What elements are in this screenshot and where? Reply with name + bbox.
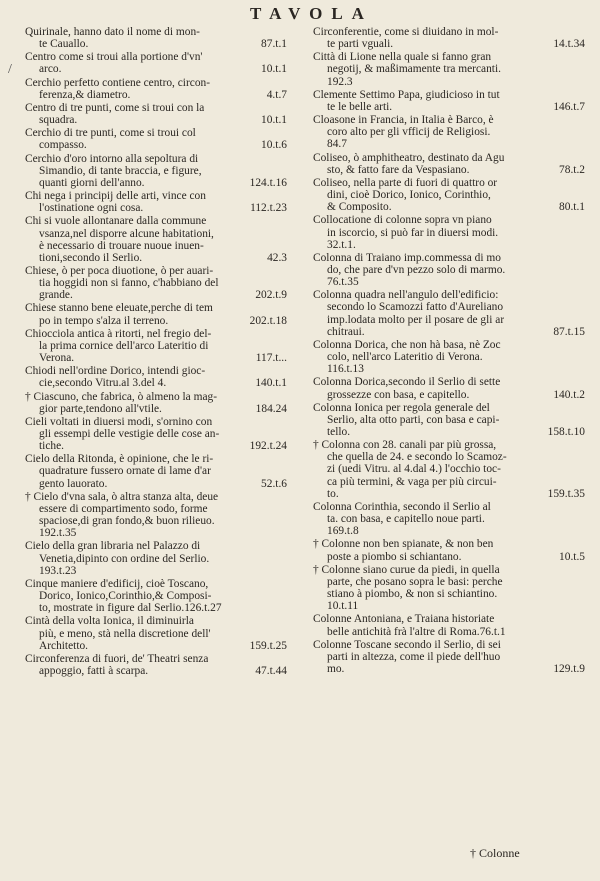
index-entry-line [313,63,585,75]
page-reference: 4.t.7 [266,88,287,101]
entry-text: Colonna di Traiano imp.commessa di mo [313,251,501,264]
index-entry-line [25,190,287,202]
entry-text: do, che pare d'vn pezzo solo di marmo. [327,263,506,276]
index-entry-line [313,227,585,239]
entry-text: te parti vguali. [327,38,394,51]
entry-text: te Cauallo. [39,38,89,51]
index-entry [25,491,287,540]
index-entry [25,391,287,415]
index-entry-line [313,101,585,113]
entry-text: Architetto. [39,639,89,652]
page-reference: 140.t.2 [553,388,585,401]
entry-text: Chi nega i principij delle arti, vince con [25,190,206,203]
index-entry [25,328,287,364]
index-entry-line [25,540,287,552]
entry-text: te le belle arti. [327,100,393,113]
entry-text: Simandio, di tante braccia, e figure, [39,164,202,177]
entry-text: parti in altezza, come il piede dell'huo [327,650,501,663]
index-entry-line [313,639,585,651]
index-entry-line [313,252,585,264]
index-entry-line [313,51,585,63]
index-entry-line [313,76,585,88]
index-entry-line [313,189,585,201]
index-entry-line [25,26,287,38]
entry-text: imp.lodata molto per il posare de gli ar [327,313,505,326]
entry-text: & Composito. [327,201,392,214]
index-entry-line [313,588,585,600]
index-entry-line [25,165,287,177]
entry-text: Cerchio di tre punti, come si troui col [25,127,196,140]
entry-text: Cielo della gran libraria nel Palazzo di [25,540,201,553]
entry-text: Coliseo, nella parte di fuori di quattro or [313,176,498,189]
index-entry [313,402,585,438]
index-entry-line [25,491,287,503]
entry-text: secondo lo Scamozzi fatto d'Aureliano [327,301,504,314]
entry-text: Cieli voltati in diuersi modi, s'ornino con [25,415,213,428]
index-entry-line [313,600,585,612]
index-entry-line [25,302,287,314]
entry-text: la prima cornice dell'arco Lateritio di [39,339,209,352]
index-entry-line [313,626,585,638]
entry-text: Dorico, Ionico,Corinthio,& Composi- [39,590,212,603]
index-entry [313,538,585,562]
entry-text: appoggio, fatti à scarpa. [39,664,149,677]
entry-text: Chiese stanno bene eleuate,perche di tem [25,302,213,315]
index-entry-line [25,240,287,252]
entry-text: coro alto per gli vfficij de Religiosi. [327,126,491,139]
index-entry-line [25,428,287,440]
entry-text: to. [327,487,339,500]
entry-text: Cerchio d'oro intorno alla sepoltura di [25,152,199,165]
entry-text: negotij, & maßimamente tra mercanti. [327,63,501,76]
entry-text: cie,secondo Vitru.al 3.del 4. [39,377,167,390]
entry-text: Colonna quadra nell'angulo dell'edificio: [313,289,499,302]
entry-text: arco. [39,63,62,76]
page-reference: 159.t.25 [249,639,287,652]
entry-text: tiche. [39,440,64,453]
index-entry-line [313,89,585,101]
entry-text: Chiodi nell'ordine Dorico, intendi gioc- [25,365,206,378]
page-reference: 47.t.44 [255,664,287,677]
index-entry [313,439,585,500]
index-entry-line [25,615,287,627]
index-entry-line [313,551,585,563]
index-entry [313,501,585,537]
index-entry-line [25,453,287,465]
index-entry [313,252,585,288]
index-entry-line [25,515,287,527]
entry-text: Quirinale, hanno dato il nome di mon- [25,26,200,38]
index-entry-line [25,228,287,240]
index-entry-line [25,565,287,577]
index-entry-line [25,365,287,377]
entry-text: quanti giorni dell'anno. [39,176,145,189]
index-entry [25,127,287,151]
entry-text: Colonna Ionica per regola generale del [313,401,490,414]
entry-text: 84.7 [327,138,347,151]
entry-text: Colonna Dorica, che non hà basa, nè Zoc [313,338,501,351]
index-entry-line [25,440,287,452]
entry-text: Chiese, ò per poca diuotione, ò per auari- [25,264,214,277]
index-entry [25,102,287,126]
entry-text: l'ostinatione ogni cosa. [39,202,144,215]
index-entry-line [25,202,287,214]
entry-text: † Ciascuno, che fabrica, ò almeno la mag- [25,390,217,403]
entry-text: gento lauorato. [39,477,108,490]
index-entry-line [25,277,287,289]
page-reference: 158.t.10 [547,426,585,438]
index-entry-line [25,215,287,227]
index-entry-line [313,177,585,189]
entry-text: tioni,secondo il Serlio. [39,251,143,264]
entry-text: grande. [39,289,73,302]
entry-text: compasso. [39,139,87,152]
page-reference: 146.t.7 [553,100,585,113]
page-reference: 192.t.24 [249,440,287,453]
entry-text: chitraui. [327,325,365,338]
page-reference: 14.t.34 [553,38,585,51]
page-reference: 124.t.16 [249,176,287,189]
index-entry-line [313,326,585,338]
entry-text: Verona. [39,352,75,365]
entry-text: Circonferentie, come si diuidano in mol- [313,26,499,38]
page-reference: 10.t.5 [559,550,585,563]
index-entry-line [25,590,287,602]
entry-text: belle antichità frà l'altre di Roma.76.t.1 [327,625,506,638]
entry-text: Colonne Toscane secondo il Serlio, di sei [313,638,501,651]
entry-text: sto, & fatto fare da Vespasiano. [327,163,470,176]
index-entry-line [313,152,585,164]
entry-text: † Colonne siano curue da piedi, in quella [313,563,500,576]
index-entry-line [313,339,585,351]
index-entry [313,339,585,375]
index-entry-line [313,389,585,401]
page-reference: 80.t.1 [559,201,585,214]
entry-text: ta. con basa, e capitello noue parti. [327,513,485,526]
index-entry-line [313,439,585,451]
index-entry [25,453,287,489]
index-entry [25,365,287,389]
entry-text: Venetia,dipinto con ordine del Serlio. [39,552,210,565]
entry-text: Centro come si troui alla portione d'vn' [25,51,203,64]
index-entry-line [25,77,287,89]
running-head: TAVOLA [250,4,373,23]
index-entry-line [313,314,585,326]
index-entry-line [313,501,585,513]
index-entry-line [313,414,585,426]
index-entry [25,153,287,189]
entry-text: tia hoggidi non si fanno, c'habbiano del [39,277,219,290]
page-reference: 202.t.18 [249,314,287,327]
entry-text: po in tempo s'alza il terreno. [39,314,169,327]
page-reference: 140.t.1 [255,377,287,390]
page-reference: 117.t... [255,352,287,365]
index-entry-line [313,525,585,537]
entry-text: stiano à piombo, & non si schiantino. [327,588,498,601]
entry-text: squadra. [39,114,78,127]
index-entry [25,190,287,214]
index-entry-line [313,613,585,625]
index-entry-line [313,26,585,38]
page-reference: 112.t.23 [250,202,287,215]
index-entry-line [25,252,287,264]
page-reference: 87.t.15 [553,325,585,338]
entry-text: 32.t.1. [327,238,356,251]
index-entry-line [313,289,585,301]
entry-text: Cintà della volta Ionica, il diminuirla [25,615,194,628]
entry-text: ferenza,& diametro. [39,88,131,101]
index-entry-line [25,416,287,428]
entry-text: 192.t.35 [39,527,77,540]
index-entry-line [25,527,287,539]
index-entry-line [25,127,287,139]
entry-text: quadrature fussero ornate di lame d'ar [39,465,211,478]
index-entry-line [313,576,585,588]
index-entry-line [313,663,585,675]
index-entry-line [25,340,287,352]
index-column-right [313,26,585,676]
index-entry-line [25,265,287,277]
index-entry-line [313,38,585,50]
entry-text: Cinque maniere d'edificij, cioè Toscano, [25,577,209,590]
index-entry [313,376,585,400]
entry-text: Cerchio perfetto contiene centro, circon- [25,76,211,89]
page-reference: 202.t.9 [255,289,287,302]
entry-text: Centro di tre punti, come si troui con la [25,101,205,114]
index-entry-line [313,264,585,276]
margin-mark: / [8,62,12,77]
page-reference: 159.t.35 [547,487,585,500]
entry-text: è necessario di trouare nuoue inuen- [39,239,204,252]
entry-text: ca più termini, & vaga per più circui- [327,475,497,488]
index-entry-line [25,114,287,126]
index-entry-line [313,451,585,463]
entry-text: Colonne Antoniana, e Traiana historiate [313,613,495,626]
entry-text: 10.t.11 [327,600,359,613]
index-entry-line [25,63,287,75]
index-entry-line [313,114,585,126]
index-entry-line [313,276,585,288]
entry-text: 76.t.35 [327,276,359,289]
index-entry-line [313,126,585,138]
index-entry-line [313,513,585,525]
index-entry [25,265,287,301]
index-entry-line [25,352,287,364]
index-entry [25,615,287,651]
entry-text: to, mostrate in figure dal Serlio.126.t.27 [39,602,222,615]
index-entry-line [313,301,585,313]
entry-text: poste a piombo si schiantano. [327,550,462,563]
page-reference: 10.t.1 [261,114,287,127]
index-entry-line [25,478,287,490]
index-entry-line [25,665,287,677]
entry-text: mo. [327,662,345,675]
entry-text: 192.3 [327,75,353,88]
entry-text: † Cielo d'vna sala, ò altra stanza alta, deue [25,490,219,503]
index-entry [25,215,287,264]
index-entry-line [25,602,287,614]
entry-text: che quella de 24. e secondo lo Scamoz- [327,451,507,464]
entry-text: Collocatione di colonne sopra vn piano [313,214,492,227]
entry-text: grossezze con basa, e capitello. [327,388,470,401]
page-reference: 78.t.2 [559,163,585,176]
index-entry [25,51,287,75]
index-entry [25,578,287,614]
index-entry-line [313,214,585,226]
index-entry-line [25,177,287,189]
index-entry [313,613,585,637]
index-entry-line [25,139,287,151]
index-entry [313,51,585,87]
index-entry [313,564,585,613]
index-entry-line [25,89,287,101]
page-reference: 42.3 [267,251,287,264]
page-reference: 10.t.1 [261,63,287,76]
index-entry-line [313,402,585,414]
index-entry [25,416,287,452]
index-entry [313,289,585,338]
entry-text: più, e meno, stà nella discretione dell' [39,627,211,640]
page-reference: 129.t.9 [553,662,585,675]
index-entry-line [25,289,287,301]
entry-text: Chi si vuole allontanare dalla commune [25,215,207,228]
index-entry [313,152,585,176]
index-entry-line [313,426,585,438]
index-entry-line [313,488,585,500]
entry-text: Serlio, alta otto parti, con basa e capi- [327,413,500,426]
entry-text: 116.t.13 [327,363,364,376]
entry-text: Coliseo, ò amphitheatro, destinato da Agu [313,151,505,164]
entry-text: dini, cioè Dorico, Ionico, Corinthio, [327,189,491,202]
entry-text: colo, nell'arco Lateritio di Verona. [327,351,483,364]
index-column-left [25,26,287,678]
index-entry-line [313,138,585,150]
index-entry [25,302,287,326]
entry-text: 169.t.8 [327,525,359,538]
index-entry [313,639,585,675]
index-entry-line [25,640,287,652]
index-entry-line [25,315,287,327]
entry-text: Colonna Dorica,secondo il Serlio di sette [313,376,501,389]
entry-text: † Colonna con 28. canali par più grossa, [313,439,497,452]
entry-text: gli essempi delle vestigie delle cose an- [39,428,220,440]
entry-text: Colonna Corinthia, secondo il Serlio al [313,500,491,513]
entry-text: † Colonne non ben spianate, & non ben [313,538,494,551]
entry-text: Cloasone in Francia, in Italia è Barco, è [313,114,494,127]
index-entry-line [313,538,585,550]
index-entry-line [313,651,585,663]
index-entry-line [25,653,287,665]
index-entry-line [313,351,585,363]
index-entry-line [25,503,287,515]
index-entry [25,540,287,576]
page-reference: 184.24 [255,402,287,415]
index-entry-line [25,153,287,165]
entry-text: spaciose,di gran fondo,& buon rilieuo. [39,515,215,528]
entry-text: gior parte,tendono all'vtile. [39,402,162,415]
entry-text: vsanza,nel disporre alcune habitationi, [39,227,214,240]
entry-text: 193.t.23 [39,564,77,577]
index-entry-line [25,403,287,415]
index-entry-line [313,376,585,388]
entry-text: in iscorcio, si può far in diuersi modi. [327,226,499,239]
index-entry [313,26,585,50]
entry-text: zi (uedi Vitru. al 4.dal 4.) l'occhio toc- [327,463,501,476]
entry-text: Circonferenza di fuori, de' Theatri senza [25,652,209,665]
index-entry [313,89,585,113]
index-entry [313,114,585,150]
entry-text: essere di compartimento sodo, forme [39,502,208,515]
index-entry-line [25,328,287,340]
index-entry-line [313,201,585,213]
index-entry-line [313,476,585,488]
index-entry-line [25,377,287,389]
index-entry-line [25,38,287,50]
entry-text: Città di Lione nella quale si fanno gran [313,51,492,64]
index-entry-line [313,164,585,176]
index-entry [25,653,287,677]
index-entry [313,177,585,213]
index-entry-line [313,363,585,375]
index-entry-line [25,51,287,63]
catchword: † Colonne [470,846,520,860]
entry-text: tello. [327,426,351,438]
entry-text: parte, che posano sopra le basi: perche [327,575,503,588]
index-entry-line [313,463,585,475]
page-reference: 10.t.6 [261,139,287,152]
entry-text: Cielo della Ritonda, è opinione, che le ri- [25,453,214,466]
index-entry-line [25,553,287,565]
page-reference: 52.t.6 [261,477,287,490]
index-entry-line [25,628,287,640]
entry-text: Chiocciola antica à ritorti, nel fregio del- [25,327,212,340]
index-entry [313,214,585,250]
index-entry-line [313,564,585,576]
index-entry [25,77,287,101]
index-entry-line [25,102,287,114]
index-entry-line [25,391,287,403]
index-entry-line [313,239,585,251]
index-entry-line [25,465,287,477]
index-entry [25,26,287,50]
page-reference: 87.t.1 [261,38,287,51]
entry-text: Clemente Settimo Papa, giudicioso in tut [313,88,500,101]
index-entry-line [25,578,287,590]
